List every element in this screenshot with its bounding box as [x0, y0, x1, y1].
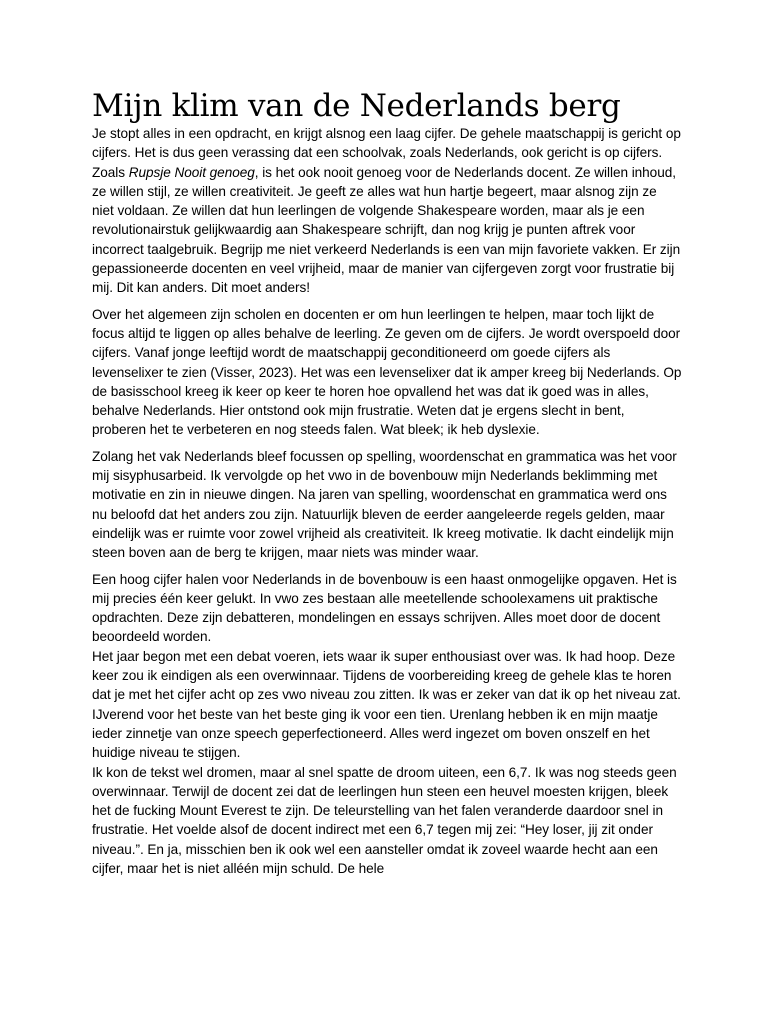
paragraph-intro-before: Je stopt alles in een opdracht, en krijgt alsnog een laag cijfer. De gehele maatschappij is gericht op cijfers. Het is dus geen verassing dat een schoolvak, zoals Nederlands, ook gericht is op cijfers. Zoals	[92, 126, 681, 180]
document-page	[92, 88, 682, 878]
paragraph-debate: Het jaar begon met een debat voeren, iets waar ik super enthousiast over was. Ik had hoop. Deze keer zou ik eindigen als een overwinnaar. Tijdens de voorbereiding kreeg de gehele klas te horen dat je met het cijfer acht op zes vwo niveau zou zitten. Ik was er zeker van dat ik op het niveau zat. IJverend voor het beste van het beste ging ik voor een tien. Urenlang hebben ik en mijn maatje ieder zinnetje van onze speech geperfectioneerd. Alles werd ingezet om boven onszelf en het huidige niveau te stijgen.	[92, 648, 681, 761]
paragraph-intro	[92, 124, 682, 298]
paragraph-grades: Over het algemeen zijn scholen en docenten er om hun leerlingen te helpen, maar toch lijkt de focus altijd te liggen op alles behalve de leerling. Ze geven om de cijfers. Je wordt overspoeld door cijfers. Vanaf jonge leeftijd wordt de maatschappij geconditioneerd om goede cijfers als levenselixer te zien (Visser, 2023). Het was een levenselixer dat ik amper kreeg bij Nederlands. Op de basisschool kreeg ik keer op keer te horen hoe opvallend het was dat ik goed was in alles, behalve Nederlands. Hier ontstond ook mijn frustratie. Weten dat je ergens slecht in bent, proberen het te verbeteren en nog steeds falen. Wat bleek; ik heb dyslexie.	[92, 306, 682, 438]
book-title-italic: Rupsje Nooit genoeg	[128, 164, 255, 180]
paragraph-intro-after: , is het ook nooit genoeg voor de Nederlands docent. Ze willen inhoud, ze willen stijl, ze willen creativiteit. Je geeft ze alles wat hun hartje begeert, maar alsnog zijn ze niet voldaan. Ze willen dat hun leerlingen de volgende Shakespeare worden, maar als je een revolutionairstuk gelijkwaardig aan Shakespeare schrijft, dan nog krijg je punten aftrek voor incorrect taalgebruik. Begrijp me niet verkeerd Nederlands is een van mijn favoriete vakken. Er zijn gepassioneerde docenten en veel vrijheid, maar de manier van cijfergeven zorgt voor frustratie bij mij. Dit kan anders. Dit moet anders!	[92, 164, 681, 296]
paragraph-exams: Een hoog cijfer halen voor Nederlands in de bovenbouw is een haast onmogelijke opgaven. Het is mij precies één keer gelukt. In vwo zes bestaan alle meetellende schoolexamens uit praktische opdrachten. Deze zijn debatteren, mondelingen en essays schrijven. Alles moet door de docent beoordeeld worden.	[92, 571, 677, 645]
document-title: Mijn klim van de Nederlands berg	[92, 88, 621, 124]
paragraph-result: Ik kon de tekst wel dromen, maar al snel spatte de droom uiteen, een 6,7. Ik was nog steeds geen overwinnaar. Terwijl de docent zei dat de leerlingen hun steen een heuvel moesten krijgen, bleek het de fucking Mount Everest te zijn. De teleurstelling van het falen veranderde daardoor snel in frustratie. Het voelde alsof de docent indirect met een 6,7 tegen mij zei: “Hey loser, jij zit onder niveau.”. En ja, misschien ben ik ook wel een aansteller omdat ik zoveel waarde hecht aan een cijfer, maar het is niet alléén mijn schuld. De hele	[92, 764, 677, 876]
paragraph-sisyphus: Zolang het vak Nederlands bleef focussen op spelling, woordenschat en grammatica was het voor mij sisyphusarbeid. Ik vervolgde op het vwo in de bovenbouw mijn Nederlands beklimming met motivatie en zin in nieuwe dingen. Na jaren van spelling, woordenschat en grammatica werd ons nu beloofd dat het anders zou zijn. Natuurlijk bleven de eerder aangeleerde regels gelden, maar eindelijk was er ruimte voor zowel vrijheid als creativiteit. Ik kreeg motivatie. Ik dacht eindelijk mijn steen boven aan de berg te krijgen, maar niets was minder waar.	[92, 448, 677, 561]
